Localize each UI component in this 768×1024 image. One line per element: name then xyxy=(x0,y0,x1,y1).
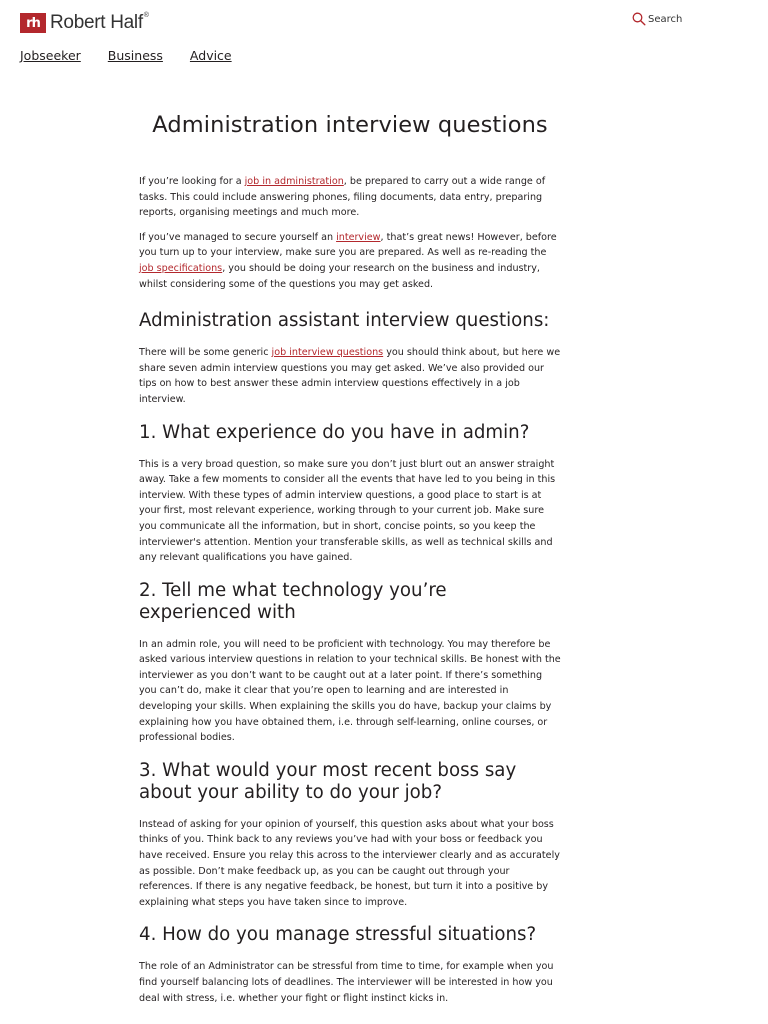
question-4-heading: 4. How do you manage stressful situations? xyxy=(139,924,537,946)
intro2-text-a: If you’ve managed to secure yourself an xyxy=(139,231,337,243)
intro2-text-c: , you should be doing your research on the business and industry, whilst considering some of the questions you may get asked. xyxy=(139,262,540,290)
site-header xyxy=(0,0,768,70)
intro1-text-b: , be prepared to carry out a wide range of tasks. This could include answering phones, filing documents, data entry, preparing reports, organising meetings and much more. xyxy=(139,176,546,219)
question-2-heading: 2. Tell me what technology you’re experienced with xyxy=(139,579,447,623)
job-interview-questions-link[interactable]: job interview questions xyxy=(271,347,384,359)
answer-1: This is a very broad question, so make sure you don’t just blurt out an answer straight away. Take a few moments to consider all the events that have led to you being in this interview. With these types of admin interview questions, a good place to start is at your first, most relevant experience, working through to your current job. Make sure you communicate all the information, but in short, concise points, so you keep the interviewer's attention. Mention your transferable skills, as well as technical skills and any relevant qualifications you have gained. xyxy=(139,458,556,564)
answer-2: In an admin role, you will need to be proficient with technology. You may therefore be asked various interview questions in relation to your technical skills. Be honest with the interviewer as you don’t want to be caught out at a later point. If there’s something you can’t do, make it clear that you’re open to learning and are interested in developing your skills. When explaining the skills you do have, backup your claims by explaining how you have obtained them, i.e. through self-learning, online courses, or professional bodies. xyxy=(139,638,561,744)
search-button[interactable] xyxy=(632,12,682,26)
answer-3: Instead of asking for your opinion of yourself, this question asks about what your boss thinks of you. Think back to any reviews you’ve had with your boss or feedback you have received. Ensure you relay this across to the interviewer clearly and as accurately as possible. Don’t make feedback up, as you can be caught out through your references. If there is any negative feedback, be honest, but turn it into a positive by explaining what steps you have taken since to improve. xyxy=(139,818,560,908)
nav-advice[interactable]: Advice xyxy=(189,48,232,63)
assistant-text-b: you should think about, but here we share seven admin interview questions you may get asked. We’ve also provided our tips on how to best answer these admin interview questions effectively in a job interview. xyxy=(139,347,561,405)
main-nav xyxy=(20,48,259,63)
brand-name: Robert Half xyxy=(50,12,143,33)
intro1-text-a: If you’re looking for a xyxy=(139,176,245,187)
nav-business[interactable]: Business xyxy=(107,48,163,63)
nav-jobseeker[interactable]: Jobseeker xyxy=(20,48,81,63)
intro2-text-b: , that’s great news! However, before you turn up to your interview, make sure you are prepared. As well as re-reading the xyxy=(139,231,557,259)
search-label: Search xyxy=(648,13,683,25)
job-specifications-link[interactable]: job specifications xyxy=(139,262,223,274)
search-icon xyxy=(632,12,646,26)
article-content xyxy=(139,112,561,1015)
registered-mark: ® xyxy=(143,12,149,19)
question-3-heading: 3. What would your most recent boss say about your ability to do your job? xyxy=(139,759,517,803)
intro-paragraph-2 xyxy=(139,230,561,292)
logo-wordmark xyxy=(50,12,149,34)
interview-link[interactable]: interview xyxy=(336,231,381,243)
question-1-heading: 1. What experience do you have in admin? xyxy=(139,421,530,443)
assistant-text-a: There will be some generic xyxy=(139,347,272,359)
heading-assistant-questions: Administration assistant interview questions: xyxy=(139,310,550,332)
answer-4: The role of an Administrator can be stressful from time to time, for example when you find yourself balancing lots of deadlines. The interviewer will be interested in how you deal with stress, i.e. whether your fight or flight instinct kicks in. xyxy=(139,961,554,1004)
intro-paragraph-1 xyxy=(139,174,561,221)
page-title: Administration interview questions xyxy=(152,112,548,138)
robert-half-logo[interactable] xyxy=(20,12,149,34)
job-in-administration-link[interactable]: job in administration xyxy=(244,176,344,187)
logo-mark-icon: rh xyxy=(20,13,46,33)
assistant-paragraph xyxy=(139,345,561,407)
